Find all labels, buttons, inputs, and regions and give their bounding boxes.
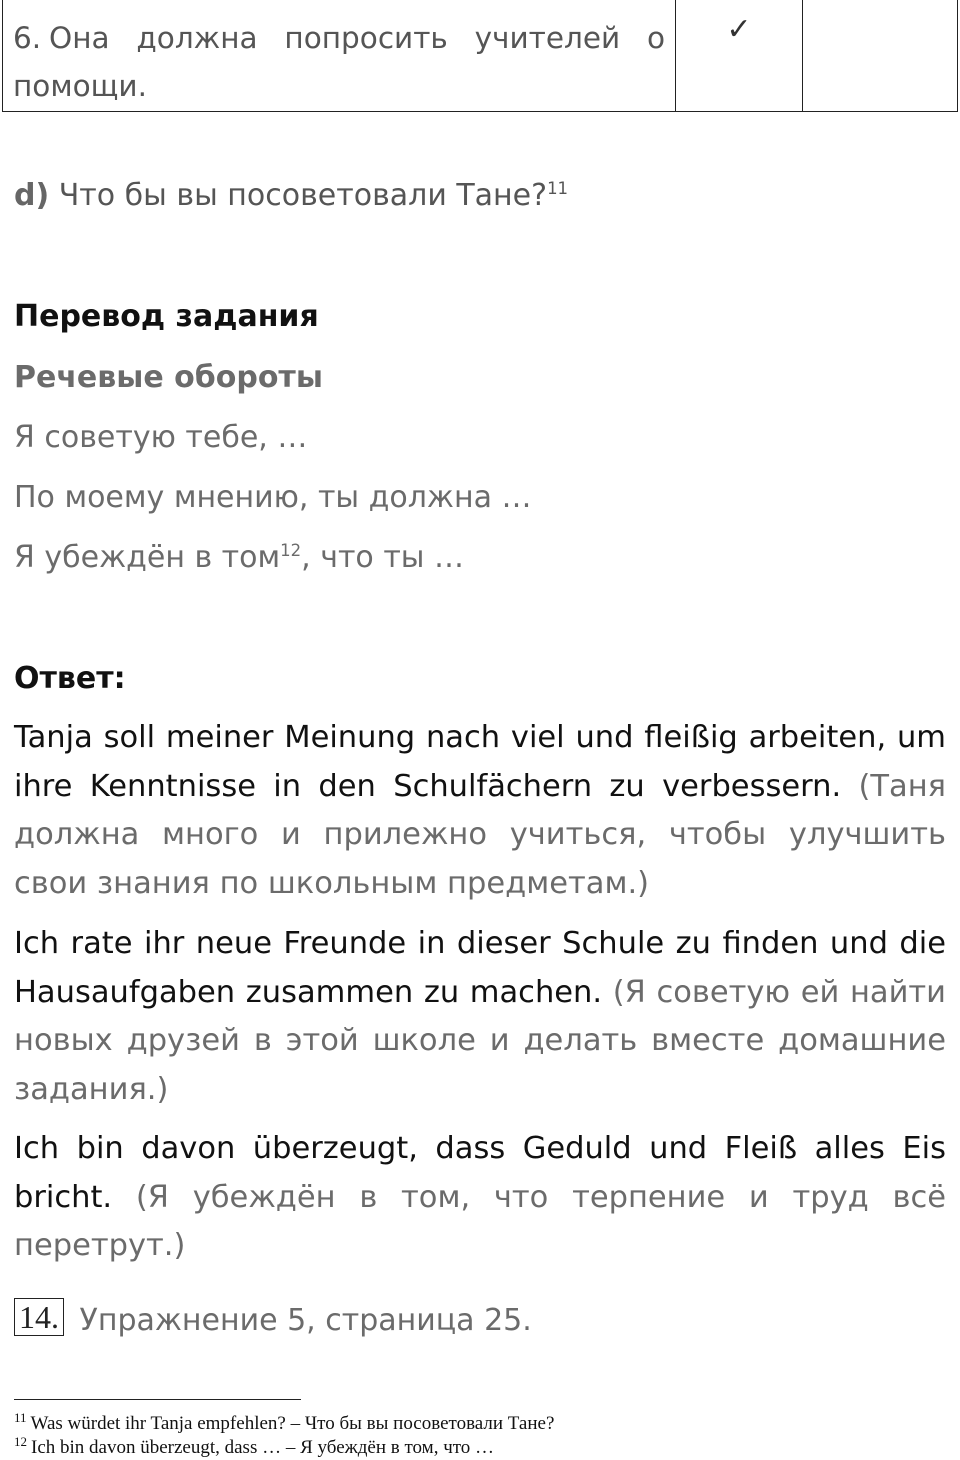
row-number: 6. [13,21,42,55]
question-letter: d) [14,178,50,213]
table-row [3,0,958,112]
footnote-text: Ich bin davon überzeugt, dass … – Я убеждён в том, что … [31,1437,495,1458]
answer-paragraph [14,714,946,908]
false-cell [803,0,958,112]
phrase-text: Я убеждён в том [14,540,281,575]
check-icon: ✓ [726,12,752,47]
answer-paragraph [14,920,946,1114]
footnote [14,1412,554,1436]
phrase-item [14,534,946,582]
footnote-number: 11 [14,1410,27,1425]
exercise-line [14,1297,946,1345]
question-text: Что бы вы посоветовали Тане? [58,178,548,213]
exercise-text: Упражнение 5, страница 25. [79,1303,532,1338]
answer-german: Tanja soll meiner Meinung nach viel und fleißig arbeiten, um ihre Kenntnisse in den Schulfächern zu verbessern. [14,720,946,804]
footnote [14,1436,494,1460]
answer-heading: Ответ: [14,661,126,696]
footnote-ref-12: 12 [280,541,302,560]
answer-russian: (Я убеждён в том, что терпение и труд всё перетрут.) [14,1179,946,1263]
phrase-text: , что ты … [301,540,465,575]
footnote-text: Was würdet ihr Tanja empfehlen? – Что бы вы посоветовали Тане? [30,1413,555,1434]
answer-russian: (Таня должна много и прилежно учиться, чтобы улучшить свои знания по школьным предметам.) [14,768,946,901]
footnote-divider [14,1399,301,1400]
answer-paragraph [14,1125,946,1271]
phrases-heading: Речевые обороты [14,360,323,395]
translation-heading: Перевод задания [14,299,319,334]
footnote-ref-11: 11 [547,179,569,198]
phrase-item: Я советую тебе, … [14,420,308,455]
statement-cell [3,0,676,112]
exercise-number-box: 14. [14,1298,64,1336]
footnote-number: 12 [14,1434,27,1449]
statements-table [2,0,958,112]
question-d [14,172,946,220]
answer-german: Ich bin davon überzeugt, dass Geduld und Fleiß alles Eis bricht. [14,1131,946,1215]
true-cell [676,0,803,112]
phrase-item: По моему мнению, ты должна … [14,480,532,515]
answer-russian: (Я советую ей найти новых друзей в этой школе и делать вместе домашние задания.) [14,974,946,1107]
answer-german: Ich rate ihr neue Freunde in dieser Schule zu finden und die Hausaufgaben zusammen zu machen. [14,926,946,1010]
statement-text: Она должна попросить учителей о помощи. [13,21,665,103]
